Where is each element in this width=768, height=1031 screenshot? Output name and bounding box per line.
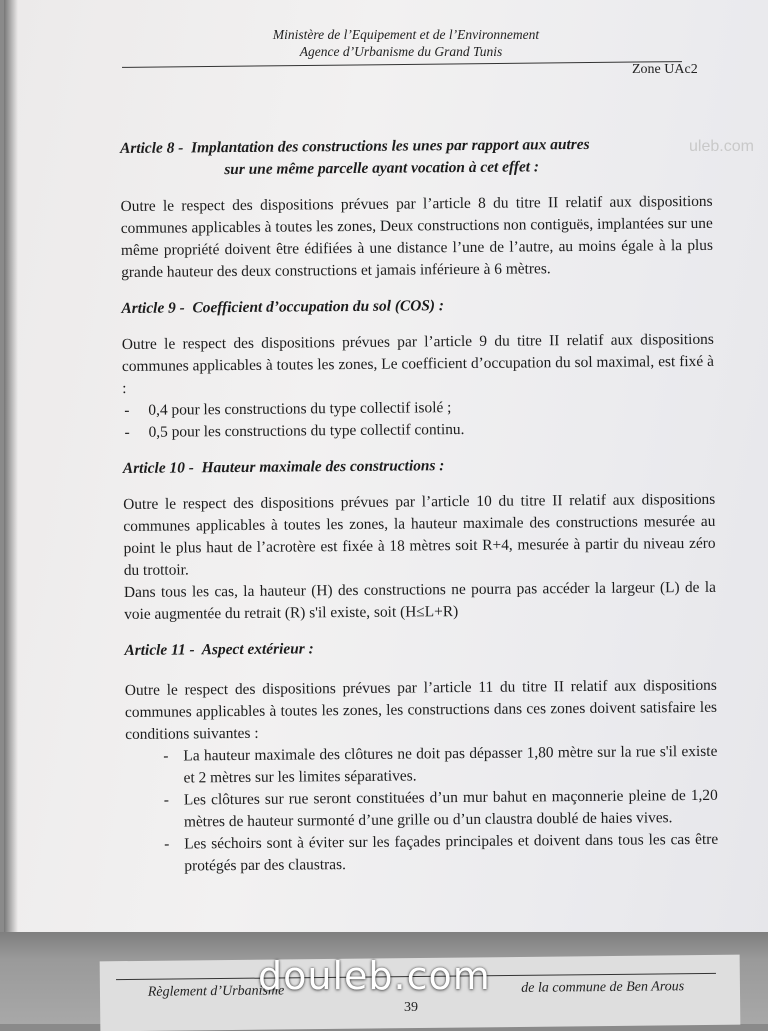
article-8-title-line2: sur une même parcelle ayant vocation à cet effet : <box>224 158 540 179</box>
page-edge-shadow <box>4 0 18 1024</box>
article-11-list <box>125 741 718 878</box>
article-9-body: Outre le respect des dispositions prévues par l’article 9 du titre II relatif aux dispositions communes applicables à toutes les zones, Le coefficient d’occupation du sol maximal, est fixé à : <box>121 330 715 397</box>
page-number: 39 <box>404 1000 418 1015</box>
header-rule <box>122 61 682 68</box>
footer-left: Règlement d’Urbanisme <box>147 983 285 1000</box>
document-header <box>4 26 768 60</box>
document-page <box>4 0 768 1024</box>
article-10-body-2: Dans tous les cas, la hauteur (H) des constructions ne pourra pas accéder la largeur (L) de la voie augmentée du retrait (R) s'il existe, soit (H≤L+R) <box>123 578 717 623</box>
list-item: - 0,5 pour les constructions du type collectif continu. <box>122 417 714 444</box>
header-agency: Agence d’Urbanisme du Grand Tunis <box>299 44 503 59</box>
watermark-top: uleb.com <box>689 138 754 155</box>
article-11-body: Outre le respect des dispositions prévues par l’article 11 du titre II relatif aux dispositions communes applicables à toutes les zones, les constructions dans ces zones doivent satisfaire les conditions suivantes : <box>124 676 718 743</box>
article-8-number: Article 8 - <box>120 139 184 157</box>
watermark: douleb.com <box>258 954 491 998</box>
article-8-body: Outre le respect des dispositions prévues par l’article 8 du titre II relatif aux dispositions communes applicables à toutes les zones, Deux constructions non contiguës, implantées sur une même propriété doivent être édifiées à une distance l’une de l’autre, au moins égale à la plus grande hauteur des deux constructions et jamais inférieure à 6 mètres. <box>120 192 714 281</box>
article-11-title: Aspect extérieur : <box>201 640 314 659</box>
article-9-number: Article 9 - <box>121 299 185 317</box>
article-10-title: Hauteur maximale des constructions : <box>201 457 445 477</box>
list-item: - La hauteur maximale des clôtures ne doit pas dépasser 1,80 mètre sur la rue s'il existe et 2 mètres sur les limites séparatives. <box>161 741 717 790</box>
list-item: - Les clôtures sur rue seront constituées d’un mur bahut en maçonnerie pleine de 1,20 mètres de hauteur surmonté d’une grille ou d’un claustra doublé de haies vives. <box>162 785 718 834</box>
footer-right: de la commune de Ben Arous <box>521 979 685 996</box>
article-10-number: Article 10 - <box>122 459 194 477</box>
article-8-title-line1: Implantation des constructions les unes par rapport aux autres <box>190 135 590 157</box>
article-9-list <box>122 395 714 444</box>
zone-label: Zone UAc2 <box>632 62 698 77</box>
list-item: - Les séchoirs sont à éviter sur les façades principales et doivent dans tous les cas être protégés par des claustras. <box>162 829 718 878</box>
header-ministry: Ministère de l’Equipement et de l’Environnement <box>272 27 540 42</box>
article-9-title: Coefficient d’occupation du sol (COS) : <box>192 297 445 317</box>
document-content <box>120 133 718 878</box>
list-item: - 0,4 pour les constructions du type collectif isolé ; <box>122 395 714 422</box>
article-10-body-1: Outre le respect des dispositions prévues par l’article 10 du titre II relatif aux dispositions communes applicables à toutes les zones, la hauteur maximale des constructions mesurée au point le plus haut de l’acrotère est fixée à 18 mètres soit R+4, mesurée à partir du niveau zéro du trottoir. <box>123 490 716 579</box>
article-11-number: Article 11 - <box>124 641 195 659</box>
